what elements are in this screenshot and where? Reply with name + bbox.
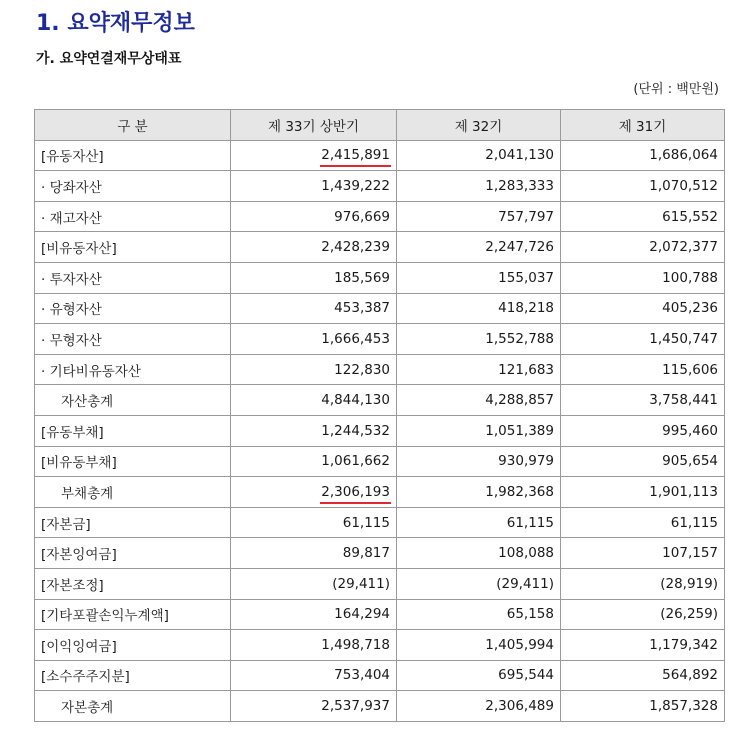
row-label: [소수주주지분] bbox=[35, 660, 231, 691]
cell-value: 405,236 bbox=[561, 293, 725, 324]
cell-value: 65,158 bbox=[397, 599, 561, 630]
section-heading: 1. 요약재무정보 bbox=[36, 11, 195, 36]
balance-sheet-table bbox=[34, 109, 725, 722]
cell-value bbox=[231, 140, 397, 171]
cell-value: 1,244,532 bbox=[231, 415, 397, 446]
table-row bbox=[35, 415, 725, 446]
table-row bbox=[35, 171, 725, 202]
cell-value: 1,901,113 bbox=[561, 477, 725, 508]
table-header-row bbox=[35, 110, 725, 141]
cell-value: 1,051,389 bbox=[397, 415, 561, 446]
table-row bbox=[35, 477, 725, 508]
cell-value: 1,686,064 bbox=[561, 140, 725, 171]
cell-value: 453,387 bbox=[231, 293, 397, 324]
cell-value: 757,797 bbox=[397, 201, 561, 232]
table-row bbox=[35, 660, 725, 691]
header-period-33h1: 제 33기 상반기 bbox=[231, 110, 397, 141]
header-category: 구 분 bbox=[35, 110, 231, 141]
cell-value: 155,037 bbox=[397, 262, 561, 293]
table-row bbox=[35, 630, 725, 661]
table-body bbox=[35, 140, 725, 721]
cell-value: 1,666,453 bbox=[231, 324, 397, 355]
cell-value: 108,088 bbox=[397, 538, 561, 569]
cell-value: 695,544 bbox=[397, 660, 561, 691]
cell-value: (29,411) bbox=[231, 568, 397, 599]
row-label: · 유형자산 bbox=[35, 293, 231, 324]
cell-value: 2,537,937 bbox=[231, 691, 397, 722]
cell-value: 1,982,368 bbox=[397, 477, 561, 508]
cell-value: 1,552,788 bbox=[397, 324, 561, 355]
cell-value: 1,061,662 bbox=[231, 446, 397, 477]
table-row bbox=[35, 538, 725, 569]
cell-value: 615,552 bbox=[561, 201, 725, 232]
cell-value bbox=[231, 477, 397, 508]
row-label: 부채총계 bbox=[35, 477, 231, 508]
cell-value: 418,218 bbox=[397, 293, 561, 324]
cell-value: 107,157 bbox=[561, 538, 725, 569]
table-row bbox=[35, 599, 725, 630]
row-label: [유동자산] bbox=[35, 140, 231, 171]
cell-value: (28,919) bbox=[561, 568, 725, 599]
cell-value: 2,428,239 bbox=[231, 232, 397, 263]
row-label: [비유동부채] bbox=[35, 446, 231, 477]
table-row bbox=[35, 262, 725, 293]
row-label: · 재고자산 bbox=[35, 201, 231, 232]
header-period-31: 제 31기 bbox=[561, 110, 725, 141]
cell-value: 4,844,130 bbox=[231, 385, 397, 416]
header-period-32: 제 32기 bbox=[397, 110, 561, 141]
cell-value: 905,654 bbox=[561, 446, 725, 477]
cell-value: 753,404 bbox=[231, 660, 397, 691]
table-row bbox=[35, 293, 725, 324]
row-label: 자산총계 bbox=[35, 385, 231, 416]
row-label: · 투자자산 bbox=[35, 262, 231, 293]
table-row bbox=[35, 507, 725, 538]
cell-value: 185,569 bbox=[231, 262, 397, 293]
unit-note: (단위 : 백만원) bbox=[633, 82, 719, 97]
cell-value: 61,115 bbox=[231, 507, 397, 538]
table-row bbox=[35, 232, 725, 263]
cell-value: 1,405,994 bbox=[397, 630, 561, 661]
row-label: [이익잉여금] bbox=[35, 630, 231, 661]
cell-value: 3,758,441 bbox=[561, 385, 725, 416]
row-label: [비유동자산] bbox=[35, 232, 231, 263]
cell-value: 1,283,333 bbox=[397, 171, 561, 202]
cell-value: 2,306,489 bbox=[397, 691, 561, 722]
cell-value: 930,979 bbox=[397, 446, 561, 477]
cell-value: 100,788 bbox=[561, 262, 725, 293]
row-label: [유동부채] bbox=[35, 415, 231, 446]
row-label: · 기타비유동자산 bbox=[35, 354, 231, 385]
cell-value: 2,072,377 bbox=[561, 232, 725, 263]
cell-value: 1,857,328 bbox=[561, 691, 725, 722]
cell-value: 2,041,130 bbox=[397, 140, 561, 171]
table-row bbox=[35, 354, 725, 385]
table-row bbox=[35, 140, 725, 171]
table-row bbox=[35, 568, 725, 599]
table-row bbox=[35, 201, 725, 232]
row-label: [자본금] bbox=[35, 507, 231, 538]
table-row bbox=[35, 691, 725, 722]
row-label: [자본잉여금] bbox=[35, 538, 231, 569]
highlighted-value: 2,306,193 bbox=[321, 483, 390, 500]
cell-value: 61,115 bbox=[561, 507, 725, 538]
row-label: [자본조정] bbox=[35, 568, 231, 599]
cell-value: 115,606 bbox=[561, 354, 725, 385]
cell-value: 4,288,857 bbox=[397, 385, 561, 416]
row-label: [기타포괄손익누계액] bbox=[35, 599, 231, 630]
cell-value: (29,411) bbox=[397, 568, 561, 599]
highlighted-value: 2,415,891 bbox=[321, 147, 390, 164]
cell-value: 2,247,726 bbox=[397, 232, 561, 263]
row-label: 자본총계 bbox=[35, 691, 231, 722]
cell-value: 995,460 bbox=[561, 415, 725, 446]
cell-value: 1,179,342 bbox=[561, 630, 725, 661]
cell-value: 976,669 bbox=[231, 201, 397, 232]
cell-value: 1,439,222 bbox=[231, 171, 397, 202]
cell-value: 564,892 bbox=[561, 660, 725, 691]
cell-value: 61,115 bbox=[397, 507, 561, 538]
table-row bbox=[35, 446, 725, 477]
table-row bbox=[35, 324, 725, 355]
row-label: · 무형자산 bbox=[35, 324, 231, 355]
row-label: · 당좌자산 bbox=[35, 171, 231, 202]
cell-value: 1,450,747 bbox=[561, 324, 725, 355]
cell-value: 122,830 bbox=[231, 354, 397, 385]
subsection-heading: 가. 요약연결재무상태표 bbox=[36, 51, 182, 67]
cell-value: 1,070,512 bbox=[561, 171, 725, 202]
cell-value: 89,817 bbox=[231, 538, 397, 569]
cell-value: (26,259) bbox=[561, 599, 725, 630]
table-row bbox=[35, 385, 725, 416]
cell-value: 1,498,718 bbox=[231, 630, 397, 661]
cell-value: 164,294 bbox=[231, 599, 397, 630]
cell-value: 121,683 bbox=[397, 354, 561, 385]
